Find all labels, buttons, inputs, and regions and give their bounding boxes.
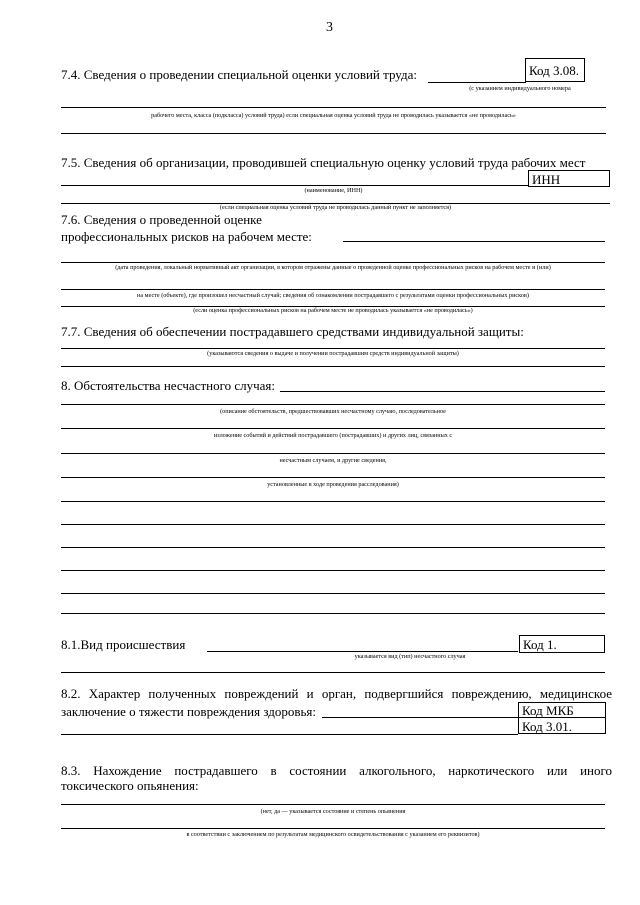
answer-line: [61, 501, 605, 502]
answer-line: [61, 593, 605, 594]
answer-line: [61, 262, 605, 263]
answer-line: [61, 348, 605, 349]
hint-text: (дата проведения, локальный нормативный акт организации, в котором отражены данные о проведенной оценке профессиональных рисков на рабочем месте и (или): [115, 264, 551, 271]
section-8-2-label-cont: заключение о тяжести повреждения здоровья:: [61, 704, 317, 719]
hint-text: (если специальная оценка условий труда не проводилась данный пункт не заполняется): [219, 204, 452, 211]
answer-line: [61, 366, 605, 367]
answer-line: [61, 453, 605, 454]
section-8-3-label-cont: токсического опьянения:: [61, 778, 199, 793]
section-7-6-label-cont: профессиональных рисков на рабочем месте:: [61, 229, 312, 244]
answer-line: [61, 524, 605, 525]
answer-line: [61, 828, 605, 829]
code-box-3-08: Код 3.08.: [525, 58, 585, 82]
section-7-5-label: 7.5. Сведения об организации, проводившей специальную оценку условий труда рабочих мест: [61, 155, 586, 170]
hint-text: (с указанием индивидуального номера: [469, 85, 571, 92]
answer-line: [61, 133, 606, 134]
inn-box: ИНН: [528, 170, 610, 187]
page-number: 3: [326, 20, 333, 35]
hint-text: указывается вид (тип) несчастного случая: [354, 653, 466, 660]
answer-line: [61, 404, 605, 405]
answer-line: [428, 82, 526, 83]
code-box-3-01: Код 3.01.: [518, 717, 606, 734]
section-8-2-label: 8.2. Характер полученных повреждений и орган, подвергшийся повреждению, медицинское: [61, 686, 612, 701]
hint-text: (нет, да — указывается состояние и степень опьянения: [260, 808, 406, 815]
section-8-3-label: 8.3. Нахождение пострадавшего в состоянии алкогольного, наркотического или иного: [61, 763, 612, 778]
code-box-mkb: Код МКБ: [518, 702, 606, 718]
hint-text: рабочего места, класса (подкласса) условий труда) если специальная оценка условий труда не проводилась указывается «не проводилась»: [151, 112, 516, 119]
section-7-4-label: 7.4. Сведения о проведении специальной оценки условий труда:: [61, 67, 417, 82]
section-7-7-label: 7.7. Сведения об обеспечении пострадавшего средствами индивидуальной защиты:: [61, 324, 524, 339]
answer-line: [280, 391, 605, 392]
hint-text: (указываются сведения о выдаче и получении пострадавшим средств индивидуальной защиты): [207, 350, 459, 357]
answer-line: [207, 651, 518, 652]
answer-line: [61, 672, 605, 673]
answer-line: [61, 428, 605, 429]
hint-text: (описание обстоятельств, предшествовавших несчастному случаю, последовательное: [220, 408, 446, 415]
hint-text: (наименование, ИНН): [304, 187, 363, 194]
hint-text: (если оценка профессиональных рисков на рабочем месте не проводилась указывается «не проводилась»): [193, 307, 473, 314]
answer-line: [61, 477, 605, 478]
answer-line: [322, 717, 518, 718]
answer-line: [61, 570, 605, 571]
answer-line: [61, 185, 528, 186]
hint-text: на месте (объекте), где произошел несчастный случай; сведения об ознакомлении пострадавшего с результатами оценки профессиональных рисков): [137, 292, 529, 299]
answer-line: [61, 547, 605, 548]
answer-line: [61, 804, 605, 805]
section-8-1-label: 8.1.Вид происшествия: [61, 637, 186, 652]
hint-text: в соответствии с заключением по результатам медицинского освидетельствования с указанием его реквизитов): [186, 831, 480, 838]
section-7-6-label: 7.6. Сведения о проведенной оценке: [61, 212, 262, 227]
answer-line: [61, 613, 605, 614]
hint-text: несчастным случаем, и другие сведения,: [279, 457, 387, 464]
answer-line: [61, 289, 605, 290]
hint-text: изложение событий и действий пострадавшего (пострадавших) и других лиц, связанных с: [213, 432, 453, 439]
section-8-label: 8. Обстоятельства несчастного случая:: [61, 378, 276, 393]
answer-line: [61, 107, 606, 108]
code-box-1: Код 1.: [519, 635, 605, 653]
hint-text: установленные в ходе проведения расследования): [267, 481, 399, 488]
answer-line: [61, 734, 518, 735]
answer-line: [343, 241, 605, 242]
